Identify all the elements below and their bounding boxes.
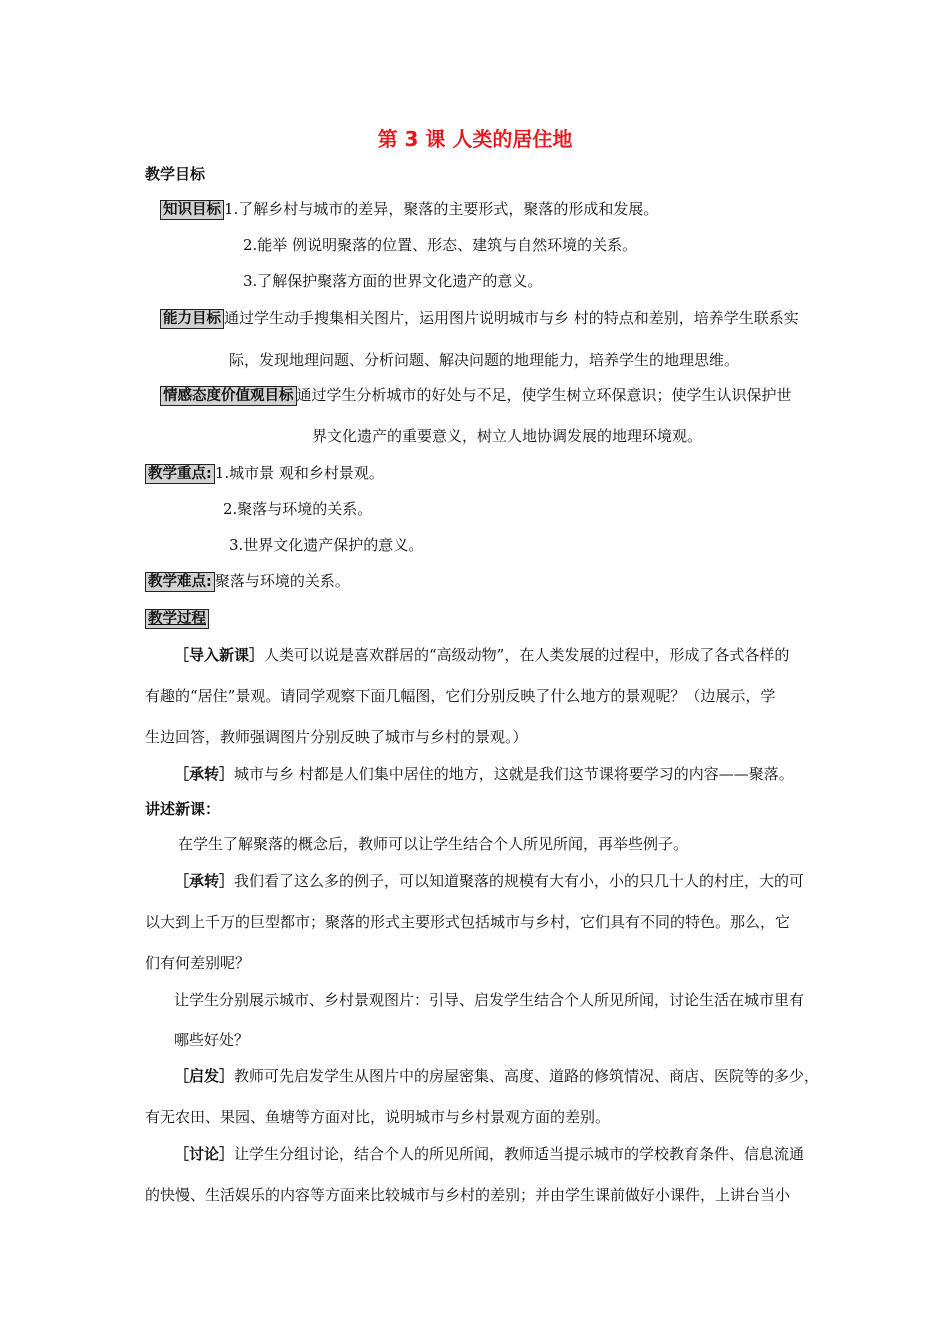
difficult-points-label: 教学难点: <box>145 572 215 592</box>
show-line-2: 哪些好处？ <box>174 1031 250 1049</box>
intro-line-3: 生边回答，教师强调图片分别反映了城市与乡村的景观。） <box>145 728 528 746</box>
transition-2-tag: ［承转］ <box>174 872 235 890</box>
discuss-line-1 <box>174 1144 804 1164</box>
intro-line-2: 有趣的“居住”景观。请同学观察下面几幅图，它们分别反映了什么地方的景观呢？（边展示，学 <box>145 687 776 705</box>
process-label: 教学过程 <box>145 609 209 629</box>
transition-1-line <box>174 764 794 784</box>
lesson-title: 第 3 课 人类的居住地 <box>377 127 573 151</box>
ability-goal-label: 能力目标 <box>160 309 224 329</box>
lecture-paragraph-1: 在学生了解聚落的概念后，教师可以让学生结合个人所见所闻，再举些例子。 <box>178 835 689 853</box>
show-line-1: 让学生分别展示城市、乡村景观图片：引导、启发学生结合个人所见所闻，讨论生活在城市里有 <box>174 991 805 1009</box>
emotion-goal-text-1: 通过学生分析城市的好处与不足，使学生树立环保意识；使学生认识保护世 <box>296 386 792 404</box>
intro-text-1: 人类可以说是喜欢群居的“高级动物”，在人类发展的过程中，形成了各式各样的 <box>264 646 790 664</box>
transition-2-line-3: 们有何差别呢？ <box>145 954 251 972</box>
discuss-text-1: 让学生分组讨论，结合个人的所见所闻，教师适当提示城市的学校教育条件、信息流通 <box>234 1145 805 1163</box>
intro-line-1 <box>174 645 789 665</box>
inspire-tag: ［启发］ <box>174 1067 235 1085</box>
key-points-label: 教学重点: <box>145 464 215 484</box>
inspire-line-1 <box>174 1066 819 1086</box>
ability-goal-line-1 <box>160 308 799 329</box>
transition-1-text: 城市与乡 村都是人们集中居住的地方，这就是我们这节课将要学习的内容——聚落。 <box>234 765 794 783</box>
key-points-line-2: 2.聚落与环境的关系。 <box>223 500 373 518</box>
ability-goal-line-2: 际，发现地理问题、分析问题、解决问题的地理能力，培养学生的地理思维。 <box>229 351 740 369</box>
difficult-points-line <box>145 571 350 592</box>
knowledge-goal-line-3: 3.了解保护聚落方面的世界文化遗产的意义。 <box>243 272 543 290</box>
transition-1-tag: ［承转］ <box>174 765 235 783</box>
knowledge-goal-line-1 <box>160 199 658 220</box>
goals-heading: 教学目标 <box>145 165 206 183</box>
key-points-line-1 <box>145 463 384 484</box>
process-line <box>145 608 209 629</box>
intro-tag: ［导入新课］ <box>174 646 265 664</box>
discuss-tag: ［讨论］ <box>174 1145 235 1163</box>
key-points-line-3: 3.世界文化遗产保护的意义。 <box>229 536 424 554</box>
transition-2-line-2: 以大到上千万的巨型都市；聚落的形式主要形式包括城市与乡村，它们具有不同的特色。那么，它 <box>145 913 791 931</box>
knowledge-goal-label: 知识目标 <box>160 200 224 220</box>
emotion-goal-line-2: 界文化遗产的重要意义，树立人地协调发展的地理环境观。 <box>312 427 703 445</box>
difficult-points-text: 聚落与环境的关系。 <box>214 572 350 590</box>
knowledge-goal-text-1: 1.了解乡村与城市的差异，聚落的主要形式，聚落的形成和发展。 <box>224 200 659 218</box>
inspire-line-2: 有无农田、果园、鱼塘等方面对比，说明城市与乡村景观方面的差别。 <box>145 1108 611 1126</box>
ability-goal-text-1: 通过学生动手搜集相关图片，运用图片说明城市与乡 村的特点和差别，培养学生联系实 <box>224 309 799 327</box>
discuss-line-2: 的快慢、生活娱乐的内容等方面来比较城市与乡村的差别；并由学生课前做好小课件，上讲台当小 <box>145 1186 791 1204</box>
transition-2-line-1 <box>174 871 804 891</box>
emotion-goal-label: 情感态度价值观目标 <box>160 386 297 406</box>
knowledge-goal-line-2: 2.能举 例说明聚落的位置、形态、建筑与自然环境的关系。 <box>243 236 638 254</box>
transition-2-text-1: 我们看了这么多的例子，可以知道聚落的规模有大有小，小的只几十人的村庄，大的可 <box>234 872 805 890</box>
lecture-heading: 讲述新课： <box>145 800 221 818</box>
key-points-text-1: 1.城市景 观和乡村景观。 <box>214 464 384 482</box>
emotion-goal-line-1 <box>160 385 792 406</box>
inspire-text-1: 教师可先启发学生从图片中的房屋密集、高度、道路的修筑情况、商店、医院等的多少， <box>234 1067 820 1085</box>
